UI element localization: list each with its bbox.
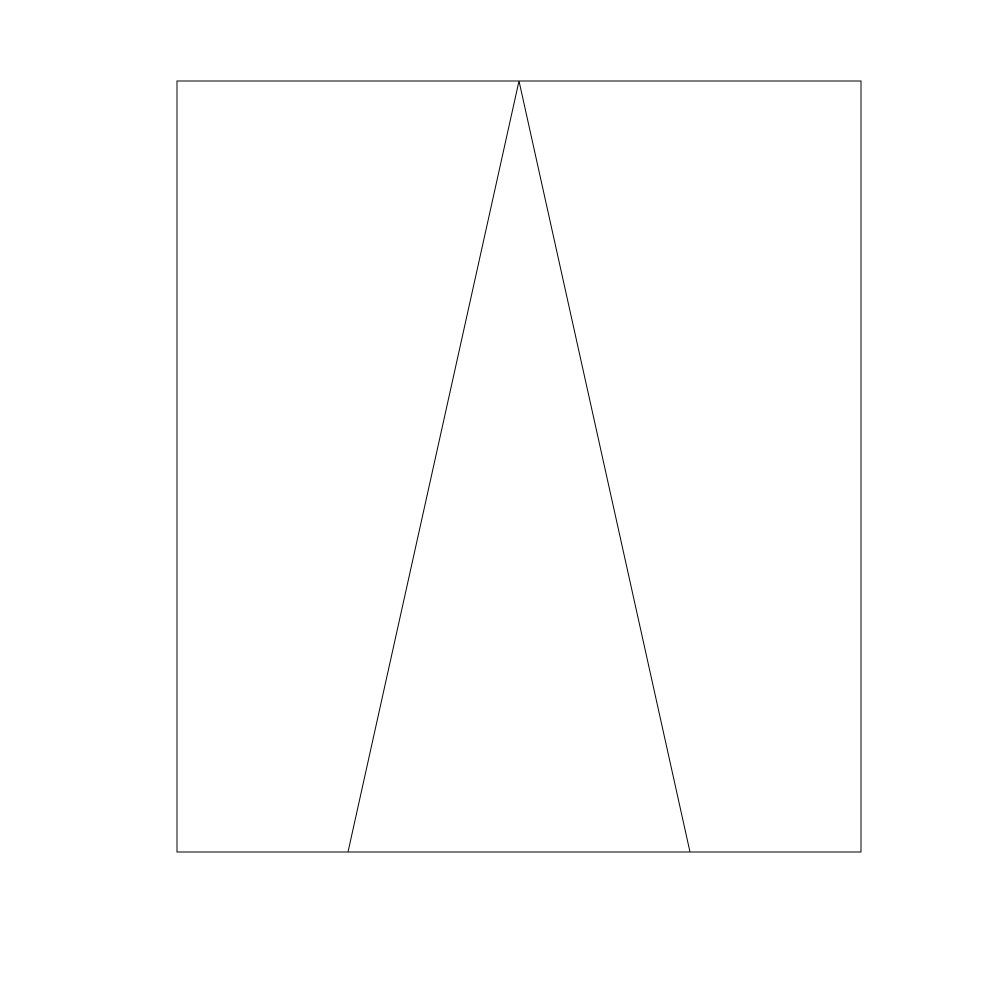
light-cone	[348, 81, 690, 852]
cone-left-edge	[348, 81, 519, 852]
diagram-frame	[177, 81, 861, 852]
cone-right-edge	[519, 81, 690, 852]
